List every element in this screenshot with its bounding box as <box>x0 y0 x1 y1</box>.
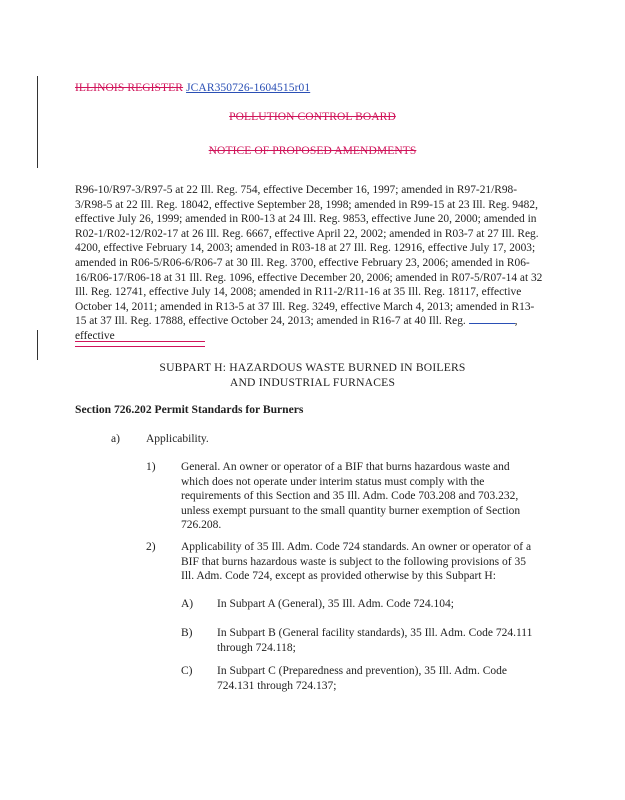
item-B-text: In Subpart B (General facility standards), 35 Ill. Adm. Code 724.111 through 724.118; <box>217 627 533 654</box>
section-heading: Section 726.202 Permit Standards for Burners <box>75 403 304 416</box>
item-a1-label: 1) <box>146 461 156 473</box>
item-a-label: a) <box>111 433 120 445</box>
item-A-text: In Subpart A (General), 35 Ill. Adm. Code 724.104; <box>217 598 454 610</box>
notice-header <box>0 145 625 157</box>
item-a2-label: 2) <box>146 541 156 553</box>
change-bar-middle <box>37 330 38 360</box>
agency-struck: POLLUTION CONTROL BOARD <box>229 111 396 123</box>
item-a2-text: Applicability of 35 Ill. Adm. Code 724 standards. An owner or operator of a BIF that burns hazardous waste is subject to the following provisions of 35 Ill. Adm. Code 724, except as provided otherwise by this Subpart H: <box>181 541 532 583</box>
history-text: R96-10/R97-3/R97-5 at 22 Ill. Reg. 754, effective December 16, 1997; amended in R97-21/R98-3/R98-5 at 22 Ill. Reg. 18042, effective September 28, 1998; amended in R99-15 at 23 Ill. Reg. 9482, effective July 26, 1999; amended in R00-13 at 24 Ill. Reg. 9853, effective June 20, 2000; amended in R02-1/R02-12/R02-17 at 26 Ill. Reg. 6667, effective April 22, 2002; amended in R03-7 at 27 Ill. Reg. 4200, effective February 14, 2003; amended in R03-18 at 27 Ill. Reg. 12916, effective July 17, 2003; amended in R06-5/R06-6/R06-7 at 30 Ill. Reg. 3700, effective February 23, 2006; amended in R06-16/R06-17/R06-18 at 31 Ill. Reg. 1096, effective December 20, 2006; amended in R07-5/R07-14 at 32 Ill. Reg. 12741, effective July 14, 2008; amended in R11-2/R11-16 at 35 Ill. Reg. 18117, effective October 14, 2011; amended in R13-5 at 37 Ill. Reg. 3249, effective March 4, 2013; amended in R13-15 at 37 Ill. Reg. 17888, effective October 24, 2013; amended in R16-7 at 40 Ill. Reg. <box>75 184 543 328</box>
item-C-text: In Subpart C (Preparedness and prevention), 35 Ill. Adm. Code 724.131 through 724.137; <box>217 665 507 692</box>
subpart-heading <box>0 361 625 390</box>
effective-date-blank <box>75 341 205 347</box>
item-C-label: C) <box>181 665 193 677</box>
register-struck: ILLINOIS REGISTER <box>75 82 184 94</box>
item-B-label: B) <box>181 627 193 639</box>
agency-header <box>0 111 625 123</box>
notice-struck: NOTICE OF PROPOSED AMENDMENTS <box>208 145 417 157</box>
item-a-text: Applicability. <box>146 433 209 445</box>
item-A-label: A) <box>181 598 194 610</box>
register-inserted: JCAR350726-1604515r01 <box>186 82 311 94</box>
item-a1-text: General. An owner or operator of a BIF that burns hazardous waste and which does not operate under interim status must comply with the requirements of this Section and 35 Ill. Adm. Code 703.208 and 703.232, unless exempt pursuant to the small quantity burner exemption of Section 726.208. <box>181 461 521 532</box>
subpart-heading-line2: AND INDUSTRIAL FURNACES <box>229 375 396 389</box>
subpart-heading-line1: SUBPART H: HAZARDOUS WASTE BURNED IN BOILERS <box>159 361 466 374</box>
register-page-blank <box>469 314 515 324</box>
history-tail: , effective <box>75 315 518 342</box>
source-history-paragraph <box>75 183 543 344</box>
register-header <box>75 82 310 94</box>
